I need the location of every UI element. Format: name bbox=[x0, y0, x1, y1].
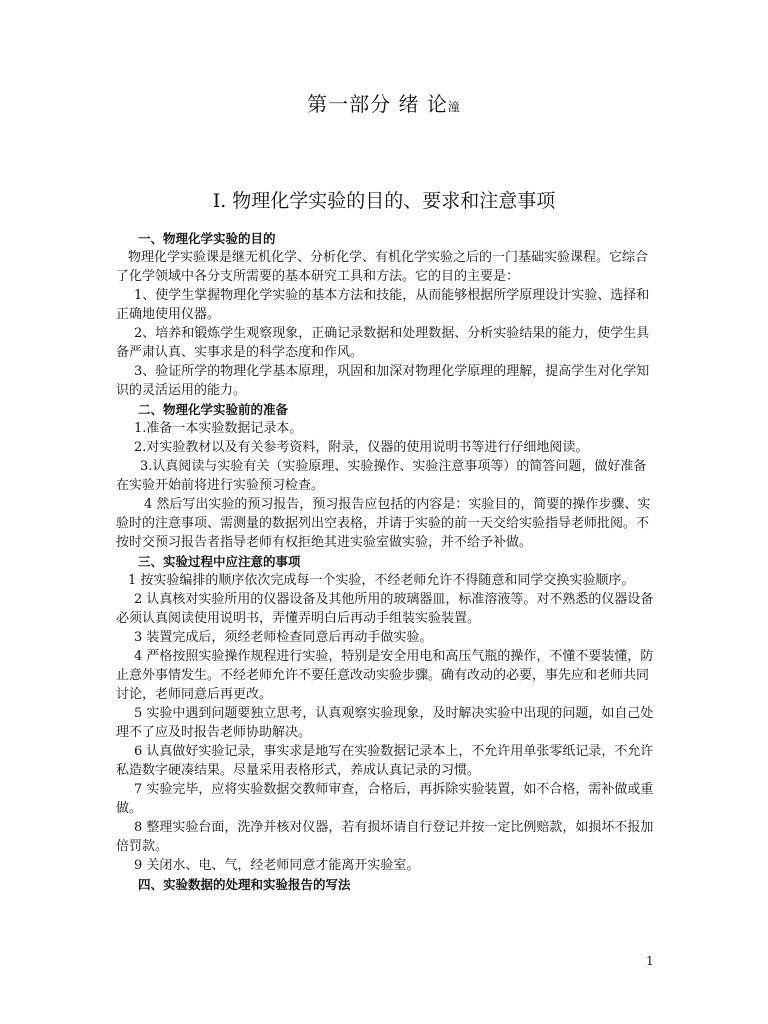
page-number: 1 bbox=[646, 954, 654, 968]
part-title-suffix: 潼 bbox=[447, 100, 461, 114]
document-body bbox=[116, 229, 656, 894]
precaution-item: 5 实验中遇到问题要独立思考，认真观察实验现象，及时解决实验中出现的问题，如自己处理不了应及时报告老师协助解决。 bbox=[116, 706, 654, 740]
precaution-item: 6 认真做好实验记录，事实求是地写在实验数据记录本上，不允许用单张零纸记录，不允许私造数字硬凑结果。尽量采用表格形式，养成认真记录的习惯。 bbox=[116, 744, 654, 778]
heading-purpose: 一、物理化学实验的目的 bbox=[138, 231, 276, 246]
precaution-item: 8 整理实验台面，洗净并核对仪器，若有损坏请自行登记并按一定比例赔款，如损坏不报加倍罚款。 bbox=[116, 820, 654, 854]
precaution-item: 9 关闭水、电、气，经老师同意才能离开实验室。 bbox=[134, 858, 420, 873]
heading-precautions: 三、实验过程中应注意的事项 bbox=[138, 554, 301, 569]
part-title-text: 第一部分 绪 论 bbox=[307, 92, 448, 116]
heading-preparation: 二、物理化学实验前的准备 bbox=[138, 402, 289, 417]
part-title bbox=[0, 88, 768, 117]
precaution-item: 2 认真核对实验所用的仪器设备及其他所用的玻璃器皿，标准溶液等。对不熟悉的仪器设备必须认真阅读使用说明书，弄懂弄明白后再动手组装实验装置。 bbox=[116, 592, 654, 626]
precaution-item: 3 装置完成后，须经老师检查同意后再动手做实验。 bbox=[134, 630, 433, 645]
section-title: Ⅰ. 物理化学实验的目的、要求和注意事项 bbox=[212, 190, 556, 212]
purpose-item: 2、培养和锻炼学生观察现象，正确记录数据和处理数据、分析实验结果的能力，使学生具备严肃认真、实事求是的科学态度和作风。 bbox=[116, 326, 650, 360]
purpose-intro: 物理化学实验课是继无机化学、分析化学、有机化学实验之后的一门基础实验课程。它综合了化学领域中各分支所需要的基本研究工具和方法。它的目的主要是： bbox=[116, 250, 649, 284]
heading-data-processing: 四、实验数据的处理和实验报告的写法 bbox=[138, 877, 351, 892]
precaution-item: 7 实验完毕，应将实验数据交教师审查，合格后，再拆除实验装置，如不合格，需补做或重做。 bbox=[116, 782, 654, 816]
preparation-item: 3.认真阅读与实验有关（实验原理、实验操作、实验注意事项等）的简答问题，做好准备在实验开始前将进行实验预习检查。 bbox=[116, 459, 647, 493]
purpose-item: 1、使学生掌握物理化学实验的基本方法和技能，从而能够根据所学原理设计实验、选择和正确地使用仪器。 bbox=[116, 288, 650, 322]
precaution-item: 1 按实验编排的顺序依次完成每一个实验，不经老师允许不得随意和同学交换实验顺序。 bbox=[128, 573, 635, 588]
preparation-item: 1.准备一本实验数据记录本。 bbox=[134, 421, 303, 436]
precaution-item: 4 严格按照实验操作规程进行实验，特别是安全用电和高压气瓶的操作，不懂不要装懂，防止意外事情发生。不经老师允许不要任意改动实验步骤。确有改动的必要，事先应和老师共同讨论，老师同意后再更改。 bbox=[116, 649, 654, 702]
preparation-item: 4 然后写出实验的预习报告，预习报告应包括的内容是：实验目的，简要的操作步骤、实验时的注意事项、需测量的数据列出空表格，并请于实验的前一天交给实验指导老师批阅。不按时交预习报告者指导老师有权拒绝其进实验室做实验，并不给予补做。 bbox=[116, 497, 651, 550]
preparation-item: 2.对实验教材以及有关参考资料，附录，仪器的使用说明书等进行仔细地阅读。 bbox=[134, 440, 589, 455]
purpose-item: 3、验证所学的物理化学基本原理，巩固和加深对物理化学原理的理解，提高学生对化学知识的灵活运用的能力。 bbox=[116, 364, 650, 398]
